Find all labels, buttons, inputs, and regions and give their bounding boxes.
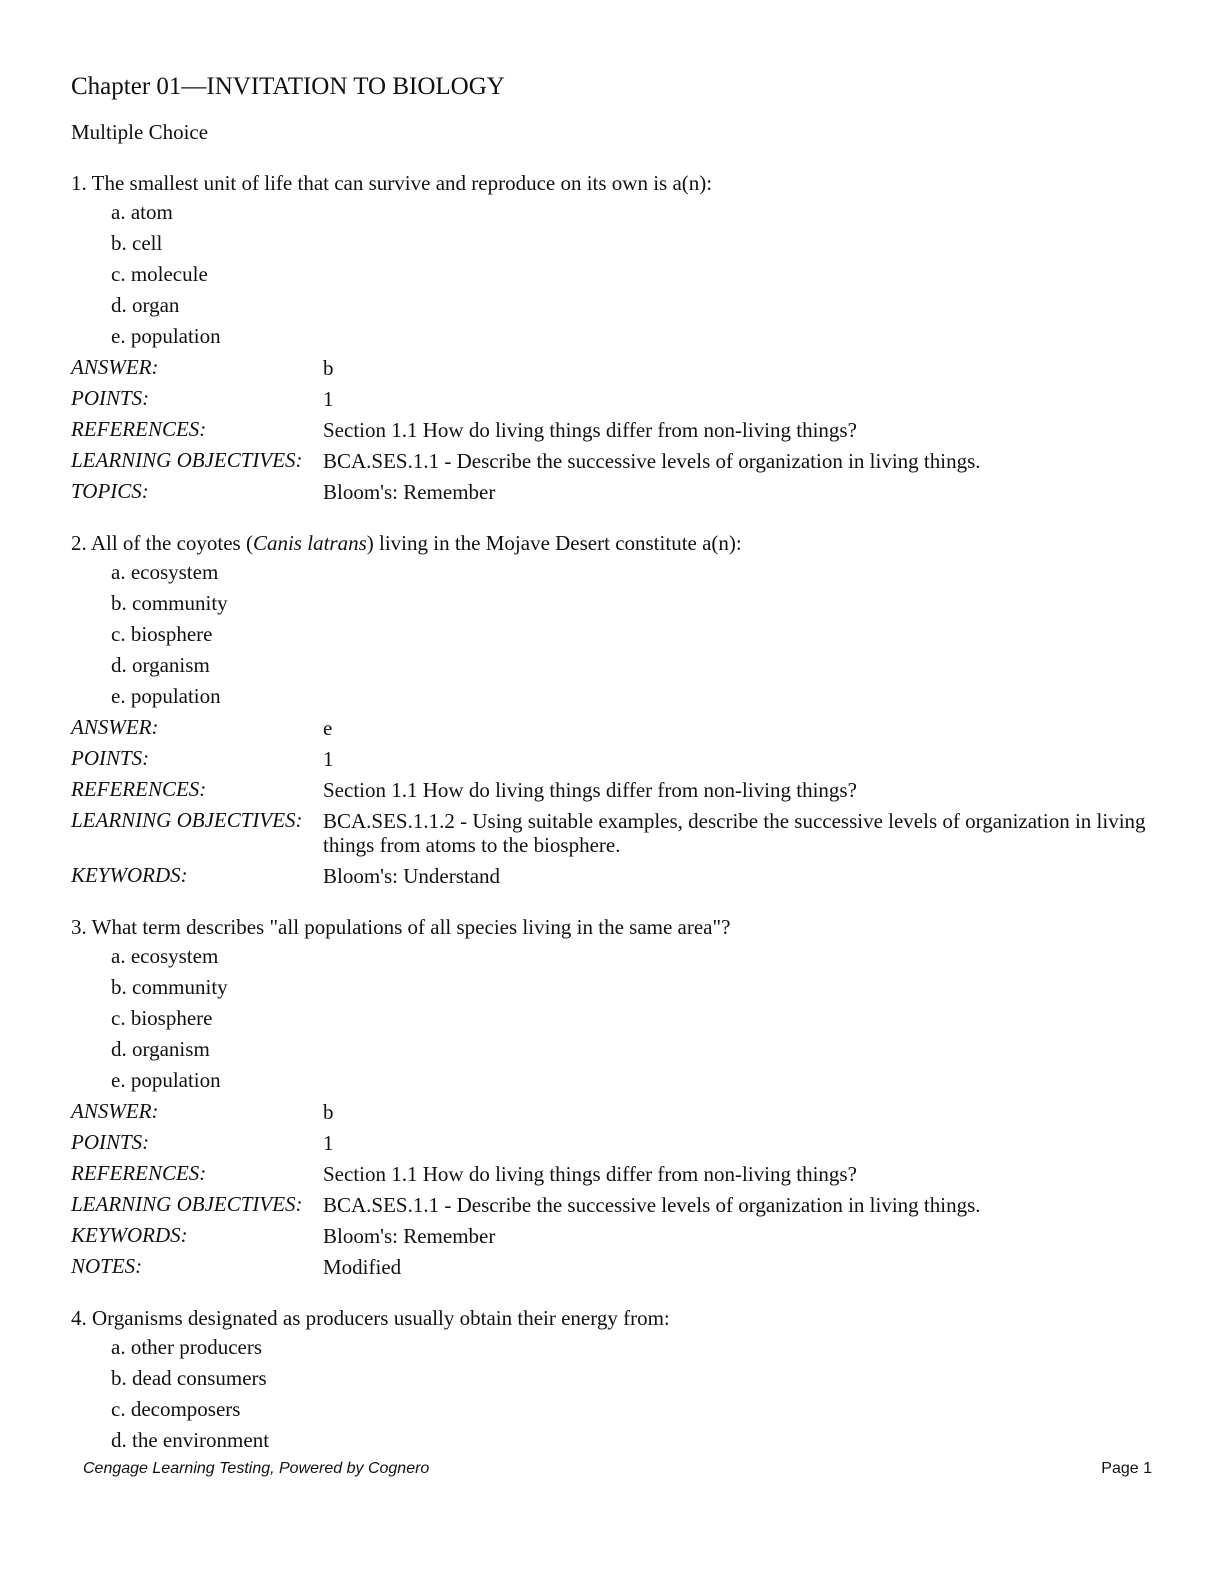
question-metadata [71, 1096, 1161, 1282]
learning-objectives-label: LEARNING OBJECTIVES: [71, 448, 303, 472]
option: c. decomposers [111, 1397, 241, 1421]
keywords-value: Bloom's: Remember [323, 1224, 496, 1248]
keywords-value: Bloom's: Understand [323, 864, 501, 888]
question-stem: 1. The smallest unit of life that can survive and reproduce on its own is a(n): [71, 171, 713, 195]
answer-label: ANSWER: [71, 715, 159, 739]
points-value: 1 [323, 1131, 334, 1155]
points-label: POINTS: [71, 386, 150, 410]
keywords-label: KEYWORDS: [71, 863, 188, 887]
points-label: POINTS: [71, 746, 150, 770]
answer-label: ANSWER: [71, 355, 159, 379]
answer-value: b [323, 1100, 334, 1124]
learning-objectives-value: BCA.SES.1.1 - Describe the successive levels of organization in living things. [323, 449, 981, 473]
answer-label: ANSWER: [71, 1099, 159, 1123]
answer-value: e [323, 716, 333, 740]
section-heading: Multiple Choice [71, 120, 209, 144]
learning-objectives-label: LEARNING OBJECTIVES: [71, 1192, 303, 1216]
learning-objectives-label: LEARNING OBJECTIVES: [71, 808, 303, 832]
learning-objectives-value: BCA.SES.1.1.2 - Using suitable examples, describe the successive levels of organization in living things from atoms to the biosphere. [323, 809, 1146, 857]
option: d. the environment [111, 1428, 270, 1452]
option: e. population [111, 684, 221, 708]
question-1 [71, 169, 1161, 507]
option: d. organism [111, 653, 210, 677]
references-label: REFERENCES: [71, 1161, 207, 1185]
option: c. biosphere [111, 1006, 213, 1030]
option-list [71, 1332, 1161, 1456]
option: d. organ [111, 293, 180, 317]
points-value: 1 [323, 387, 334, 411]
notes-label: NOTES: [71, 1254, 143, 1278]
option: c. biosphere [111, 622, 213, 646]
page-footer [83, 1460, 1152, 1478]
stem-text: ) living in the Mojave Desert constitute a(n): [366, 531, 742, 555]
option: b. community [111, 975, 228, 999]
question-stem [71, 529, 1161, 557]
option: a. atom [111, 200, 173, 224]
references-value: Section 1.1 How do living things differ from non-living things? [323, 778, 857, 802]
page-number: Page 1 [1101, 1460, 1152, 1477]
option-list [71, 941, 1161, 1096]
footer-publisher: Cengage Learning Testing, Powered by Cognero [83, 1460, 430, 1477]
option: a. ecosystem [111, 944, 219, 968]
points-value: 1 [323, 747, 334, 771]
question-3 [71, 913, 1161, 1282]
species-name: Canis latrans [252, 531, 367, 555]
question-2 [71, 529, 1161, 891]
option: a. other producers [111, 1335, 263, 1359]
option: b. community [111, 591, 228, 615]
question-metadata [71, 712, 1161, 891]
learning-objectives-value: BCA.SES.1.1 - Describe the successive levels of organization in living things. [323, 1193, 981, 1217]
notes-value: Modified [323, 1255, 402, 1279]
option: c. molecule [111, 262, 208, 286]
option: b. dead consumers [111, 1366, 267, 1390]
option-list [71, 557, 1161, 712]
references-label: REFERENCES: [71, 777, 207, 801]
keywords-label: KEYWORDS: [71, 1223, 188, 1247]
option: e. population [111, 1068, 221, 1092]
option: d. organism [111, 1037, 210, 1061]
option: b. cell [111, 231, 163, 255]
question-4 [71, 1304, 1161, 1456]
option: a. ecosystem [111, 560, 219, 584]
question-metadata [71, 352, 1161, 507]
chapter-title: Chapter 01—INVITATION TO BIOLOGY [71, 73, 505, 100]
references-label: REFERENCES: [71, 417, 207, 441]
question-stem: 4. Organisms designated as producers usually obtain their energy from: [71, 1306, 670, 1330]
answer-value: b [323, 356, 334, 380]
option: e. population [111, 324, 221, 348]
references-value: Section 1.1 How do living things differ from non-living things? [323, 1162, 857, 1186]
topics-value: Bloom's: Remember [323, 480, 496, 504]
option-list [71, 197, 1161, 352]
topics-label: TOPICS: [71, 479, 149, 503]
references-value: Section 1.1 How do living things differ from non-living things? [323, 418, 857, 442]
question-stem: 3. What term describes "all populations of all species living in the same area"? [71, 915, 731, 939]
document-page [71, 71, 1161, 1456]
stem-text: 2. All of the coyotes ( [71, 531, 253, 555]
points-label: POINTS: [71, 1130, 150, 1154]
